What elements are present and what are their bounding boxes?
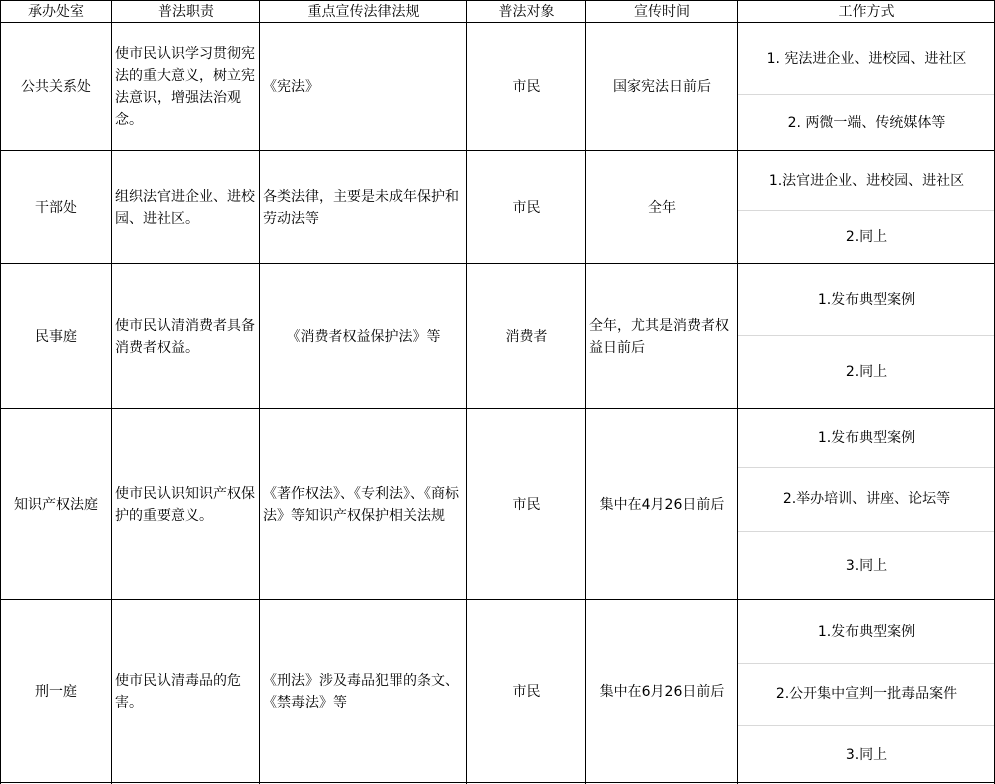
row3-method-2: 2.同上 — [845, 364, 888, 380]
grid-hline — [0, 150, 995, 151]
row4-duty: 使市民认识知识产权保护的重要意义。 — [115, 485, 255, 524]
row3-dept: 民事庭 — [35, 328, 77, 345]
grid-hline — [0, 782, 995, 783]
method-separator — [738, 467, 995, 468]
grid-hline — [0, 22, 995, 23]
grid-vline — [0, 0, 1, 784]
row3-duty: 使市民认清消费者具备消费者权益。 — [115, 317, 255, 356]
row2-dept: 干部处 — [35, 199, 77, 216]
row4-method-3: 3.同上 — [845, 557, 888, 574]
header-dept: 承办处室 — [0, 0, 112, 23]
header-law: 重点宣传法律法规 — [260, 0, 467, 23]
row2-target: 市民 — [512, 199, 541, 216]
row3-method-1: 1.发布典型案例 — [817, 291, 916, 308]
method-separator — [738, 210, 995, 211]
header-target: 普法对象 — [467, 0, 586, 23]
grid-hline — [0, 408, 995, 409]
row4-dept: 知识产权法庭 — [14, 496, 98, 513]
grid-vline — [111, 0, 112, 784]
row5-method-2: 2.公开集中宣判一批毒品案件 — [775, 686, 958, 702]
row5-law: 《刑法》涉及毒品犯罪的条文、《禁毒法》等 — [263, 673, 459, 711]
row1-time: 国家宪法日前后 — [613, 79, 711, 95]
row2-time: 全年 — [648, 199, 676, 216]
row4-method-2: 2.举办培训、讲座、论坛等 — [782, 491, 951, 507]
row2-duty: 组织法官进企业、进校园、进社区。 — [115, 188, 255, 227]
grid-hline — [0, 0, 995, 1]
method-separator — [738, 531, 995, 532]
method-separator — [738, 94, 995, 95]
grid-vline — [737, 0, 738, 784]
row5-method-3: 3.同上 — [845, 746, 888, 763]
grid-hline — [0, 263, 995, 264]
row2-method-1: 1.法官进企业、进校园、进社区 — [768, 172, 965, 189]
row1-duty: 使市民认识学习贯彻宪法的重大意义，树立宪法意识，增强法治观念。 — [115, 46, 255, 128]
row5-method-1: 1.发布典型案例 — [817, 623, 916, 640]
grid-vline — [466, 0, 467, 784]
row4-method-1: 1.发布典型案例 — [817, 430, 916, 446]
row4-law: 《著作权法》、《专利法》、《商标法》等知识产权保护相关法规 — [263, 485, 459, 524]
row1-method-1: 1. 宪法进企业、进校园、进社区 — [766, 50, 967, 67]
method-separator — [738, 725, 995, 726]
row5-duty: 使市民认清毒品的危害。 — [115, 673, 241, 711]
row5-dept: 刑一庭 — [35, 684, 77, 700]
header-duty: 普法职责 — [112, 0, 260, 23]
row3-time: 全年，尤其是消费者权益日前后 — [589, 317, 729, 356]
grid-vline — [585, 0, 586, 784]
grid-hline — [0, 599, 995, 600]
row1-target: 市民 — [512, 79, 541, 95]
row3-law: 《消费者权益保护法》等 — [286, 328, 441, 345]
row1-method-2: 2. 两微一端、传统媒体等 — [787, 114, 946, 131]
row3-target: 消费者 — [505, 328, 548, 345]
header-time: 宣传时间 — [586, 0, 738, 23]
row5-target: 市民 — [512, 684, 541, 700]
row4-target: 市民 — [512, 496, 541, 513]
row4-time: 集中在4月26日前后 — [599, 496, 725, 513]
row1-law: 《宪法》 — [263, 79, 319, 95]
row2-method-2: 2.同上 — [845, 229, 888, 245]
row5-time: 集中在6月26日前后 — [599, 684, 725, 700]
method-separator — [738, 335, 995, 336]
row2-law: 各类法律，主要是未成年保护和劳动法等 — [263, 188, 459, 227]
method-separator — [738, 663, 995, 664]
grid-vline — [259, 0, 260, 784]
row1-dept: 公共关系处 — [21, 79, 91, 95]
header-methods: 工作方式 — [738, 0, 995, 23]
